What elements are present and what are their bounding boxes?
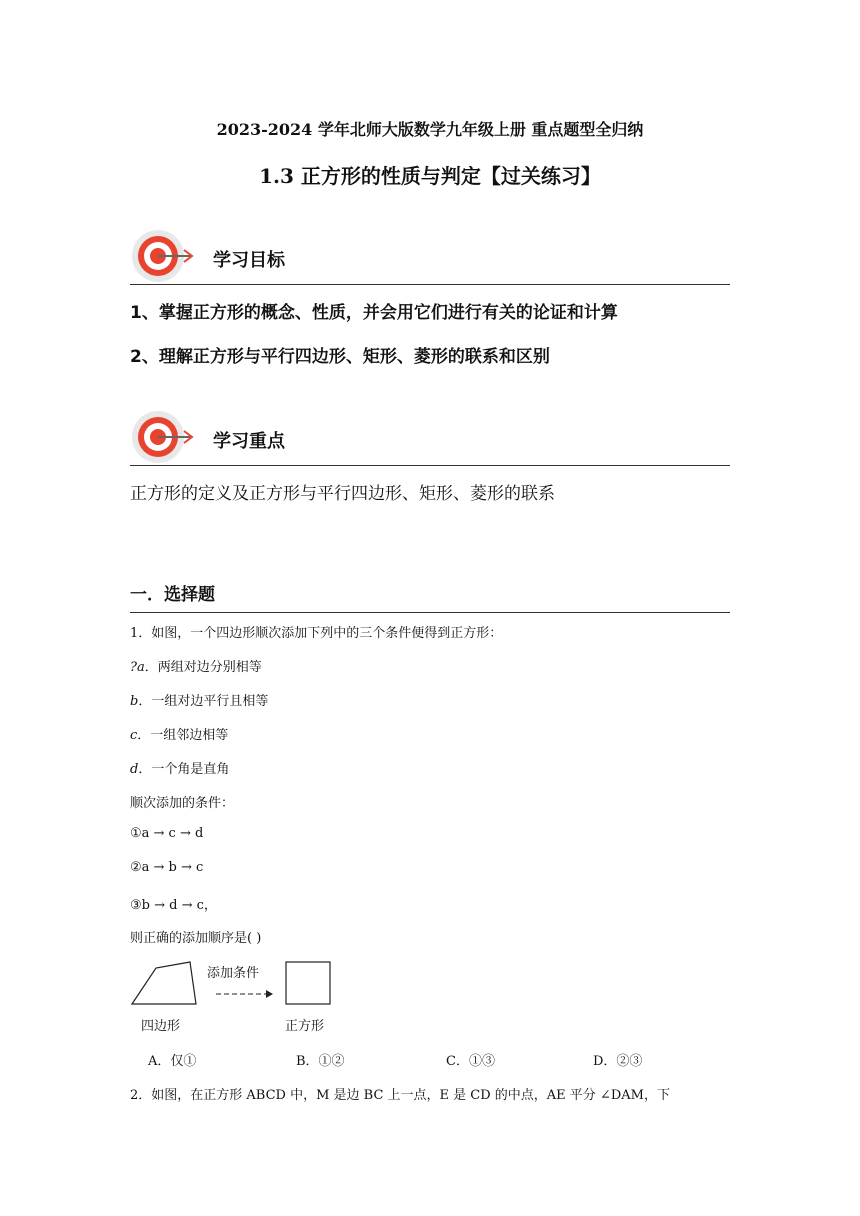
document-title-line1: 2023-2024 学年北师大版数学九年级上册 重点题型全归纳 bbox=[216, 120, 644, 139]
focus-heading: 学习重点 bbox=[213, 431, 285, 452]
document-title-line2: 1.3 正方形的性质与判定【过关练习】 bbox=[259, 164, 601, 188]
focus-text: 正方形的定义及正方形与平行四边形、矩形、菱形的联系 bbox=[130, 484, 555, 504]
option-c: C．①③ bbox=[446, 1054, 495, 1069]
target-icon bbox=[130, 228, 194, 284]
question-1-stem: 1．如图，一个四边形顺次添加下列中的三个条件便得到正方形： bbox=[130, 626, 503, 641]
target-icon bbox=[130, 409, 194, 465]
condition-item: b．一组对边平行且相等 bbox=[130, 694, 269, 709]
goal-item: 2、理解正方形与平行四边形、矩形、菱形的联系和区别 bbox=[130, 347, 550, 367]
figure-right-label: 正方形 bbox=[285, 1019, 325, 1034]
goals-section-header bbox=[130, 228, 730, 288]
option-d: D．②③ bbox=[593, 1054, 643, 1069]
order-item: ①a → c → d bbox=[130, 826, 204, 841]
order-item: ②a → b → c bbox=[130, 860, 204, 875]
goals-heading: 学习目标 bbox=[213, 250, 285, 271]
order-item: ③b → d → c， bbox=[130, 898, 217, 913]
part-title: 一．选择题 bbox=[130, 585, 215, 605]
figure-arrow-label: 添加条件 bbox=[207, 966, 260, 981]
option-a: A．仅① bbox=[148, 1054, 197, 1069]
question-2-stem: 2．如图，在正方形 ABCD 中，M 是边 BC 上一点，E 是 CD 的中点，AE 平分 ∠DAM，下 bbox=[130, 1088, 670, 1103]
condition-item: ?a．两组对边分别相等 bbox=[130, 660, 262, 675]
figure-left-label: 四边形 bbox=[141, 1019, 181, 1034]
focus-section-header bbox=[130, 409, 730, 469]
part-divider bbox=[130, 612, 730, 613]
condition-item: d．一个角是直角 bbox=[130, 762, 230, 777]
goal-item: 1、掌握正方形的概念、性质，并会用它们进行有关的论证和计算 bbox=[130, 303, 618, 323]
arrow-head bbox=[266, 990, 273, 998]
question-1-prompt: 则正确的添加顺序是( ) bbox=[130, 931, 262, 946]
condition-item: c．一组邻边相等 bbox=[130, 728, 229, 743]
square-shape bbox=[286, 962, 330, 1004]
option-b: B．①② bbox=[296, 1054, 345, 1069]
quadrilateral-shape bbox=[132, 962, 196, 1004]
order-label: 顺次添加的条件： bbox=[130, 796, 235, 811]
focus-divider bbox=[130, 465, 730, 466]
goals-divider bbox=[130, 284, 730, 285]
